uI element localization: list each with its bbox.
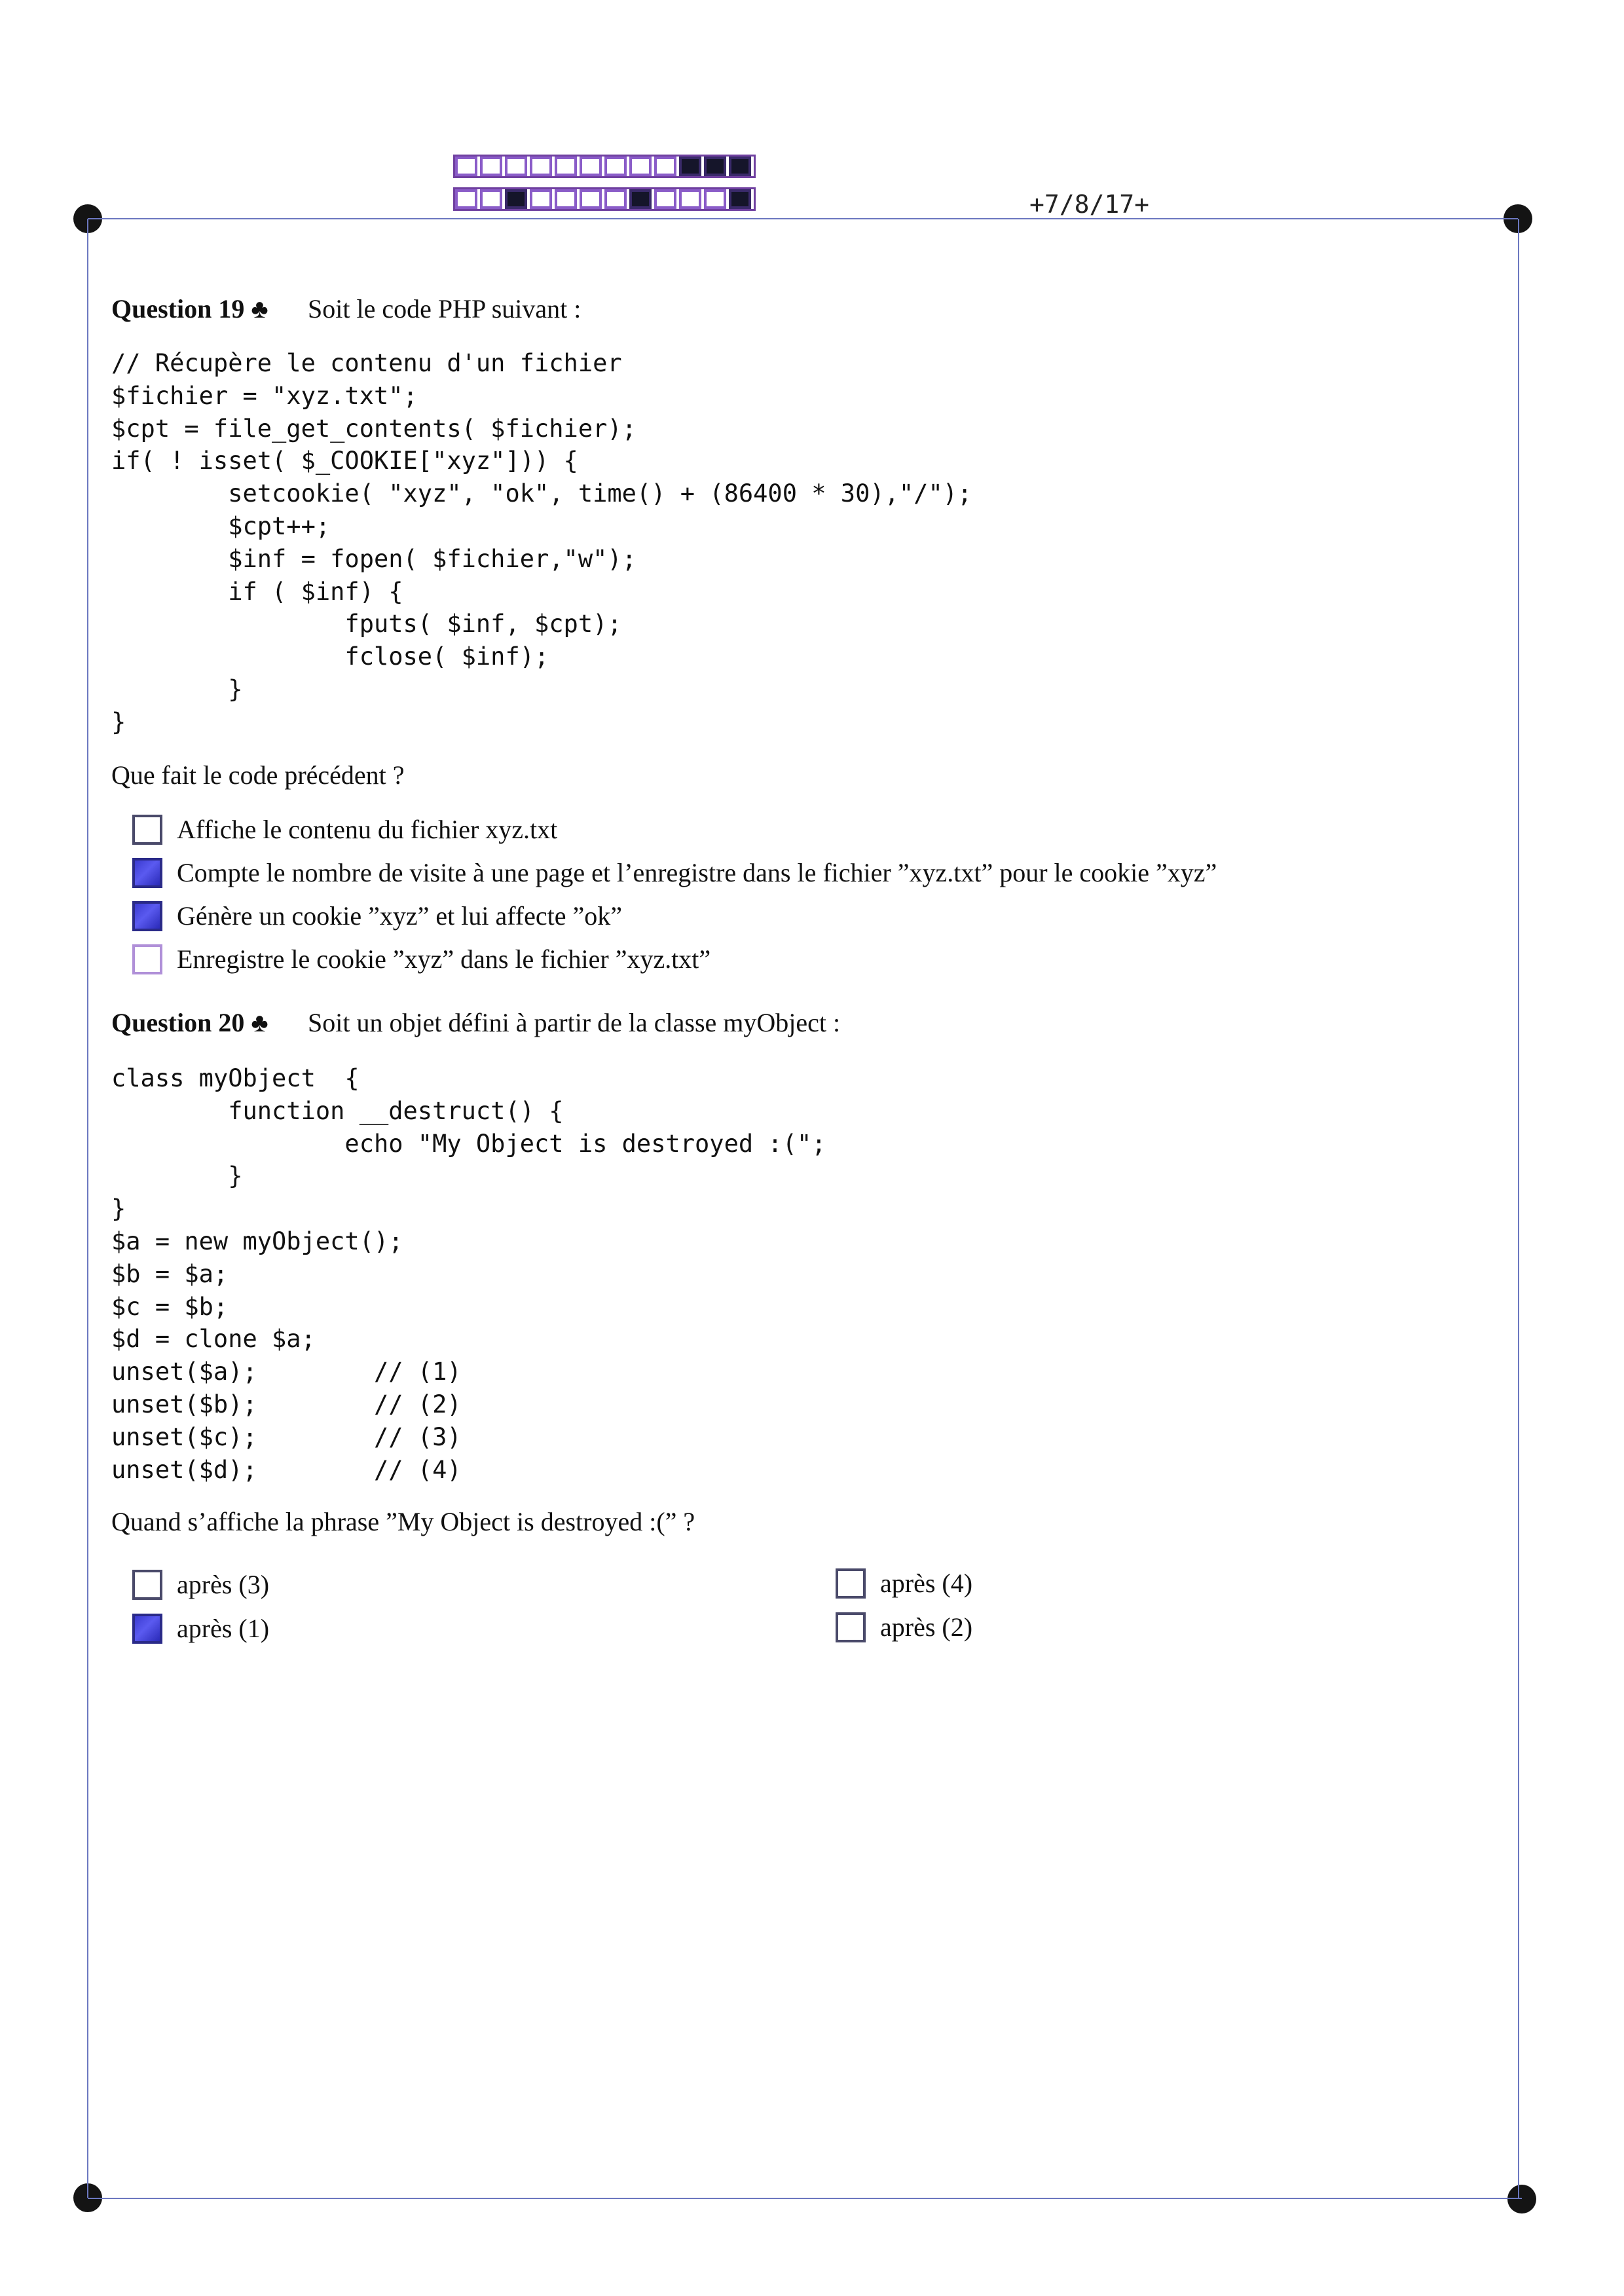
question-19-text: Soit le code PHP suivant : [308,294,581,324]
answer-label: Génère un cookie ”xyz” et lui affecte ”ok” [177,901,622,931]
checkbox-checked[interactable] [132,901,162,931]
question-19-code: // Récupère le contenu d'un fichier $fichier = "xyz.txt"; $cpt = file_get_contents( $fichier); if( ! isset( $_COOKIE["xyz"])) { setcookie( "xyz", "ok", time() + (86400 * 30),"/"); $cpt++; $inf = fopen( $fichier,"w"); if ( $inf) { fputs( $inf, $cpt); fclose( $inf); } } [111,349,972,736]
question-19-title [111,293,581,324]
q20-answer-3[interactable] [132,1613,269,1644]
frame-bottom-line [88,2198,1522,2199]
barcode-cell-empty [604,189,627,209]
q19-answer-3[interactable] [132,900,622,931]
question-20-title [111,1007,841,1038]
barcode-cell-empty [654,189,676,209]
checkbox-checked[interactable] [132,1614,162,1644]
q20-answer-2[interactable] [836,1568,972,1599]
question-19-label: Question 19 ♣ [111,294,268,324]
q20-answer-4[interactable] [836,1612,972,1642]
checkbox[interactable] [132,815,162,845]
barcode-cell-filled [679,157,701,176]
barcode-cell-filled [629,189,652,209]
question-19-prompt: Que fait le code précédent ? [111,760,405,790]
question-20-text: Soit un objet défini à partir de la classe myObject : [308,1008,841,1037]
checkbox[interactable] [836,1568,866,1599]
checkbox[interactable] [132,1570,162,1600]
barcode-cell-empty [679,189,701,209]
barcode-cell-empty [480,189,502,209]
q19-answer-4[interactable] [132,944,710,974]
barcode-cell-empty [580,157,602,176]
page-identifier: +7/8/17+ [1029,190,1150,219]
checkbox[interactable] [132,944,162,974]
barcode-cell-filled [729,157,751,176]
answer-label: après (1) [177,1614,270,1643]
barcode-cell-empty [530,189,552,209]
frame-top-line [88,218,1518,219]
barcode-cell-empty [555,189,577,209]
barcode-cell-empty [455,157,477,176]
barcode-cell-filled [505,189,527,209]
answer-label: après (4) [880,1568,973,1598]
q19-answer-1[interactable] [132,814,557,845]
question-20-label: Question 20 ♣ [111,1008,268,1037]
corner-marker-bottom-right [1507,2185,1536,2213]
barcode-cell-empty [505,157,527,176]
frame-right-line [1518,219,1519,2198]
answer-label: Compte le nombre de visite à une page et l’enregistre dans le fichier ”xyz.txt” pour le cookie ”xyz” [177,858,1217,887]
checkbox-checked[interactable] [132,858,162,888]
q19-answer-2[interactable] [132,857,1217,888]
barcode-cell-empty [580,189,602,209]
question-20-prompt: Quand s’affiche la phrase ”My Object is destroyed :(” ? [111,1507,695,1536]
answer-label: Affiche le contenu du fichier xyz.txt [177,815,558,844]
answer-label: après (3) [177,1570,270,1599]
answer-label: Enregistre le cookie ”xyz” dans le fichier ”xyz.txt” [177,944,711,974]
frame-left-line [87,219,88,2198]
barcode-row-2 [453,187,756,211]
barcode-cell-empty [704,189,726,209]
barcode-cell-empty [654,157,676,176]
barcode-cell-empty [604,157,627,176]
barcode-row-1 [453,155,756,178]
checkbox[interactable] [836,1612,866,1642]
q20-answer-1[interactable] [132,1569,269,1600]
barcode-cell-empty [629,157,652,176]
barcode-cell-filled [704,157,726,176]
barcode-cell-empty [455,189,477,209]
barcode-cell-empty [480,157,502,176]
barcode-cell-empty [530,157,552,176]
answer-label: après (2) [880,1612,973,1642]
question-20-code: class myObject { function __destruct() { echo "My Object is destroyed :("; } } $a = new myObject(); $b = $a; $c = $b; $d = clone $a; unset($a); // (1) unset($b); // (2) unset($c); // (3) unset($d); // (4) [111,1064,826,1484]
barcode-cell-empty [555,157,577,176]
barcode-cell-filled [729,189,751,209]
